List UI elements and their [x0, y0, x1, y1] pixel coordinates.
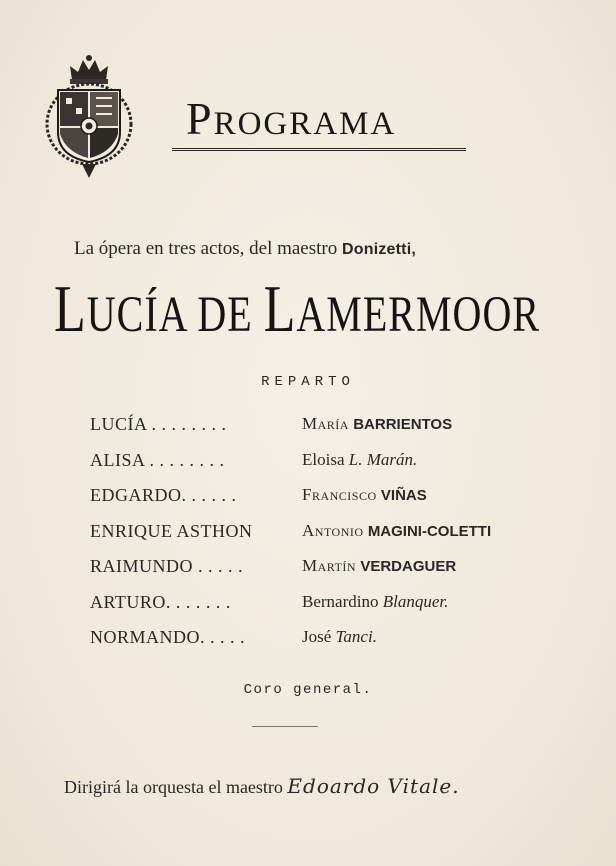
cast-row	[90, 627, 530, 663]
cast-row	[90, 521, 530, 557]
role-name: EDGARDO. . . . . .	[90, 485, 237, 505]
opera-intro	[74, 238, 574, 260]
singer-last: VIÑAS	[380, 487, 427, 504]
singer-first: José	[302, 627, 332, 646]
role-name: ARTURO. . . . . . .	[90, 591, 231, 612]
composer-name: Donizetti,	[342, 241, 416, 258]
role-name: ALISA . . . . . . . .	[90, 449, 225, 470]
opera-initial-1: L	[54, 273, 87, 347]
singer-last: VERDAGUER	[360, 558, 457, 575]
singer-last: BARRIENTOS	[353, 416, 453, 433]
royal-coat-of-arms-icon	[42, 52, 136, 180]
title-initial: P	[186, 93, 214, 144]
program-title	[186, 92, 396, 145]
singer-name	[302, 592, 448, 612]
title-rest: ROGRAMA	[213, 106, 397, 142]
opera-initial-2: L	[263, 273, 297, 347]
conductor-name: Edoardo Vitale.	[287, 774, 460, 798]
singer-last: Blanquer.	[382, 591, 449, 611]
title-underline	[172, 148, 466, 152]
conductor-text: Dirigirá la orquesta el maestro	[64, 777, 288, 797]
opera-rest-1: UCÍA DE	[86, 284, 264, 343]
role-name: RAIMUNDO . . . . .	[90, 556, 243, 576]
divider	[252, 726, 318, 727]
singer-last: L. Marán.	[348, 449, 418, 469]
intro-text: La ópera en tres actos, del maestro	[74, 238, 342, 259]
role-name: ENRIQUE ASTHON	[90, 520, 253, 541]
singer-name	[302, 485, 427, 505]
cast-heading: REPARTO	[261, 374, 355, 390]
singer-name	[302, 521, 491, 541]
cast-row	[90, 592, 530, 628]
role-name: NORMANDO. . . . .	[90, 627, 246, 647]
opera-title	[54, 272, 574, 348]
singer-first: Antonio	[302, 520, 364, 540]
singer-last: Tanci.	[335, 627, 377, 646]
cast-row	[90, 450, 530, 486]
cast-row	[90, 485, 530, 521]
cast-row	[90, 556, 530, 592]
singer-last: MAGINI-COLETTI	[367, 522, 492, 540]
conductor-line	[64, 774, 460, 798]
singer-first: Francisco	[302, 485, 377, 504]
singer-first: María	[302, 414, 349, 433]
singer-first: Bernardino	[302, 591, 379, 611]
cast-row	[90, 414, 530, 450]
singer-name	[302, 556, 456, 576]
singer-name	[302, 450, 417, 470]
singer-name	[302, 414, 452, 434]
singer-first: Eloisa	[302, 449, 345, 469]
role-name: LUCÍA . . . . . . . .	[90, 414, 227, 434]
cast-list	[90, 414, 530, 663]
chorus-note: Coro general.	[243, 682, 373, 698]
singer-first: Martín	[302, 556, 357, 575]
singer-name	[302, 627, 377, 647]
opera-rest-2: AMERMOOR	[296, 284, 541, 343]
